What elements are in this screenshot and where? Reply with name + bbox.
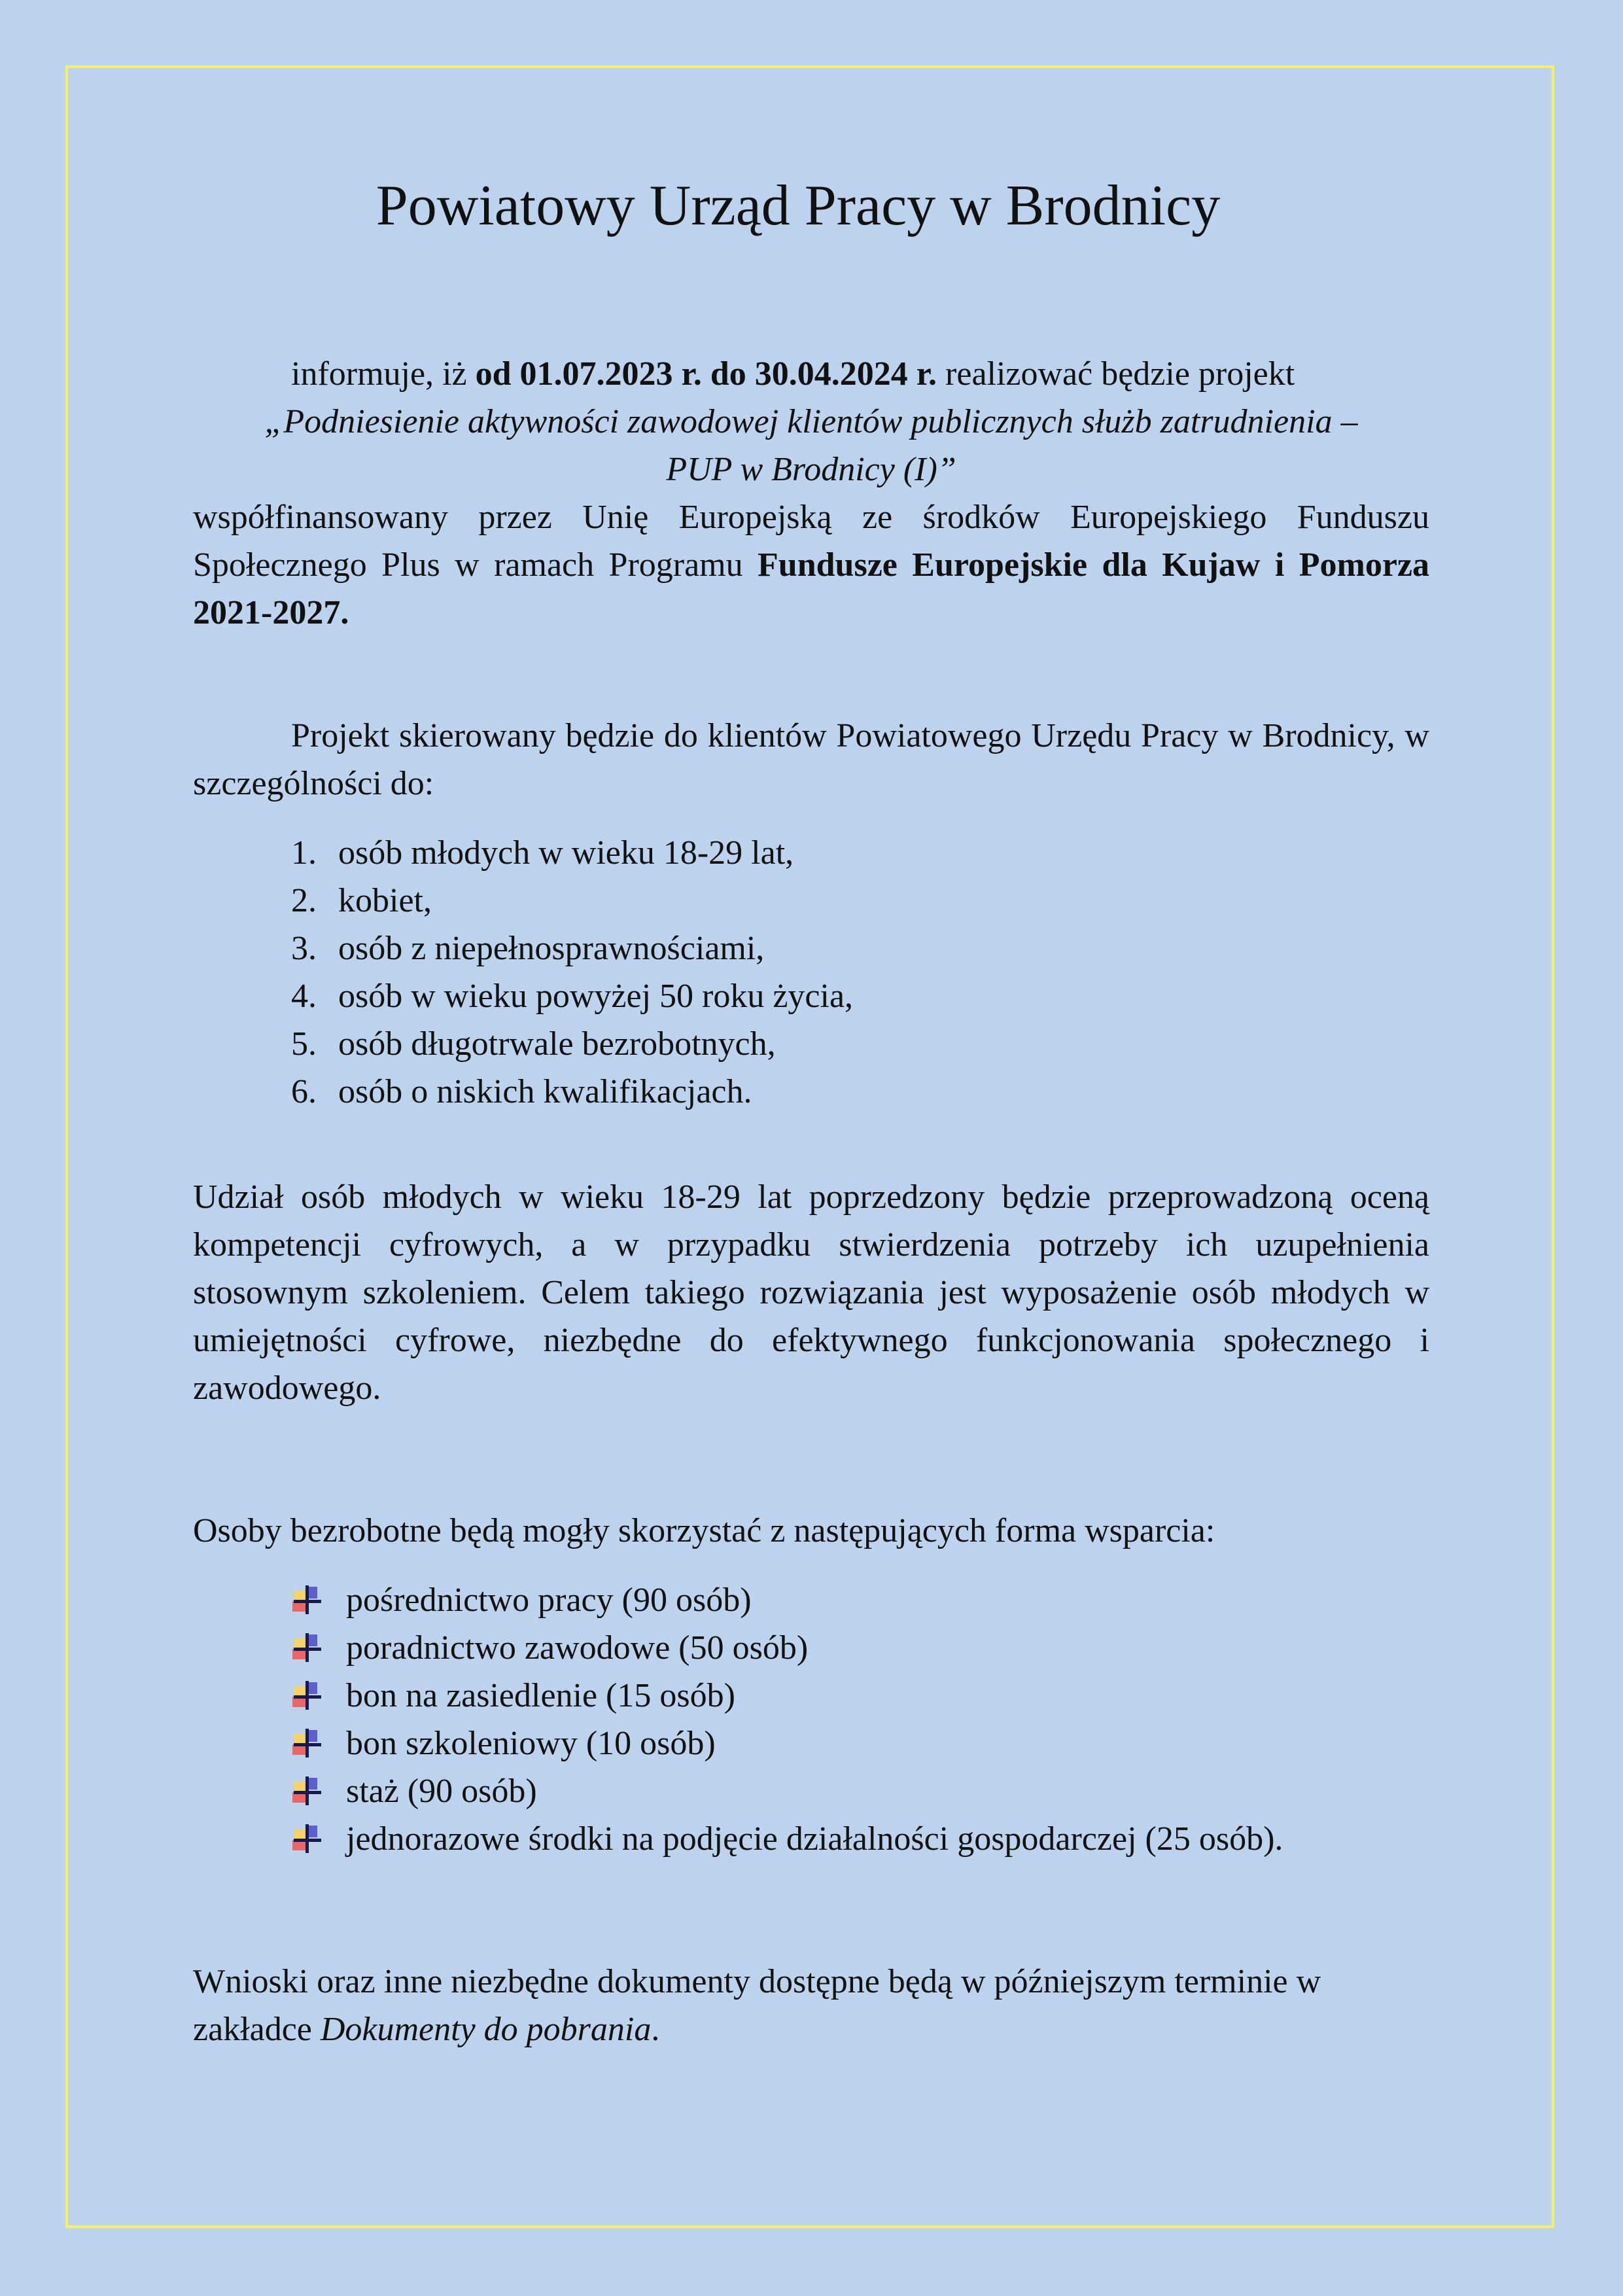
document-content xyxy=(193,167,1429,2053)
list-item xyxy=(291,972,1429,1020)
documents-tab-reference: Dokumenty do pobrania xyxy=(320,2011,652,2048)
list-item xyxy=(291,1068,1429,1116)
project-title-line-2: PUP w Brodnicy (I)” xyxy=(666,451,956,488)
documents-paragraph xyxy=(193,1958,1429,2053)
list-item xyxy=(291,1020,1429,1068)
list-number: 4. xyxy=(291,978,317,1015)
list-item xyxy=(291,1672,1429,1720)
support-item-text: jednorazowe środki na podjęcie działalności gospodarczej (25 osób). xyxy=(346,1820,1283,1858)
square-bullet-icon xyxy=(291,1720,325,1767)
page-title: Powiatowy Urząd Pracy w Brodnicy xyxy=(375,174,1221,238)
cofinancing-text xyxy=(193,493,1429,637)
square-bullet-icon xyxy=(291,1672,325,1720)
support-item-text: bon szkoleniowy (10 osób) xyxy=(346,1725,716,1762)
intro-dates: od 01.07.2023 r. do 30.04.2024 r. xyxy=(475,355,937,393)
square-bullet-icon xyxy=(291,1767,325,1815)
documents-text: Wnioski oraz inne niezbędne dokumenty dostępne będą w późniejszym terminie w zakładce xyxy=(193,1963,1321,2048)
support-intro: Osoby bezrobotne będą mogły skorzystać z następujących forma wsparcia: xyxy=(193,1512,1215,1549)
support-item-text: staż (90 osób) xyxy=(346,1773,537,1810)
list-item xyxy=(291,877,1429,925)
list-text: osób młodych w wieku 18-29 lat, xyxy=(338,834,794,872)
support-item-text: pośrednictwo pracy (90 osób) xyxy=(346,1581,752,1619)
list-number: 2. xyxy=(291,882,317,919)
list-number: 5. xyxy=(291,1025,317,1063)
list-number: 3. xyxy=(291,930,317,967)
digital-skills-paragraph: Udział osób młodych w wieku 18-29 lat poprzedzony będzie przeprowadzoną oceną kompetencji cyfrowych, a w przypadku stwierdzenia potrzeby ich uzupełnienia stosownym szkoleniem. Celem takiego rozwiązania jest wyposażenie osób młodych w umiejętności cyfrowe, niezbędne do efektywnego funkcjonowania społecznego i zawodowego. xyxy=(193,1178,1429,1407)
intro-text-2: realizować będzie projekt xyxy=(937,355,1295,393)
list-item xyxy=(291,1624,1429,1672)
list-item xyxy=(291,925,1429,972)
intro-text-1: informuje, iż xyxy=(291,355,476,393)
target-intro: Projekt skierowany będzie do klientów Powiatowego Urzędu Pracy w Brodnicy, w szczególności do: xyxy=(193,717,1429,802)
support-list xyxy=(193,1576,1429,1863)
documents-period: . xyxy=(651,2011,660,2048)
list-text: osób długotrwale bezrobotnych, xyxy=(338,1025,776,1063)
list-text: osób w wieku powyżej 50 roku życia, xyxy=(338,978,854,1015)
square-bullet-icon xyxy=(291,1624,325,1672)
intro-line xyxy=(193,350,1429,398)
list-item xyxy=(291,1767,1429,1815)
list-number: 1. xyxy=(291,834,317,872)
list-item xyxy=(291,1815,1429,1863)
program-name: Fundusze Europejskie dla Kujaw i Pomorza 2021-2027. xyxy=(193,546,1429,631)
support-item-text: bon na zasiedlenie (15 osób) xyxy=(346,1677,735,1714)
project-title-line-1: „Podniesienie aktywności zawodowej klientów publicznych służb zatrudnienia – xyxy=(264,403,1358,440)
square-bullet-icon xyxy=(291,1815,325,1863)
list-text: kobiet, xyxy=(338,882,432,919)
list-number: 6. xyxy=(291,1073,317,1110)
support-item-text: poradnictwo zawodowe (50 osób) xyxy=(346,1629,809,1667)
list-item xyxy=(291,1720,1429,1767)
target-list xyxy=(193,829,1429,1116)
list-text: osób z niepełnosprawnościami, xyxy=(338,930,765,967)
cofinancing-body: współfinansowany przez Unię Europejską ze środków Europejskiego Funduszu Społecznego Plus w ramach Programu xyxy=(193,499,1429,584)
intro-section xyxy=(193,350,1429,637)
list-item xyxy=(291,1576,1429,1624)
list-text: osób o niskich kwalifikacjach. xyxy=(338,1073,752,1110)
list-item xyxy=(291,829,1429,877)
square-bullet-icon xyxy=(291,1576,325,1624)
